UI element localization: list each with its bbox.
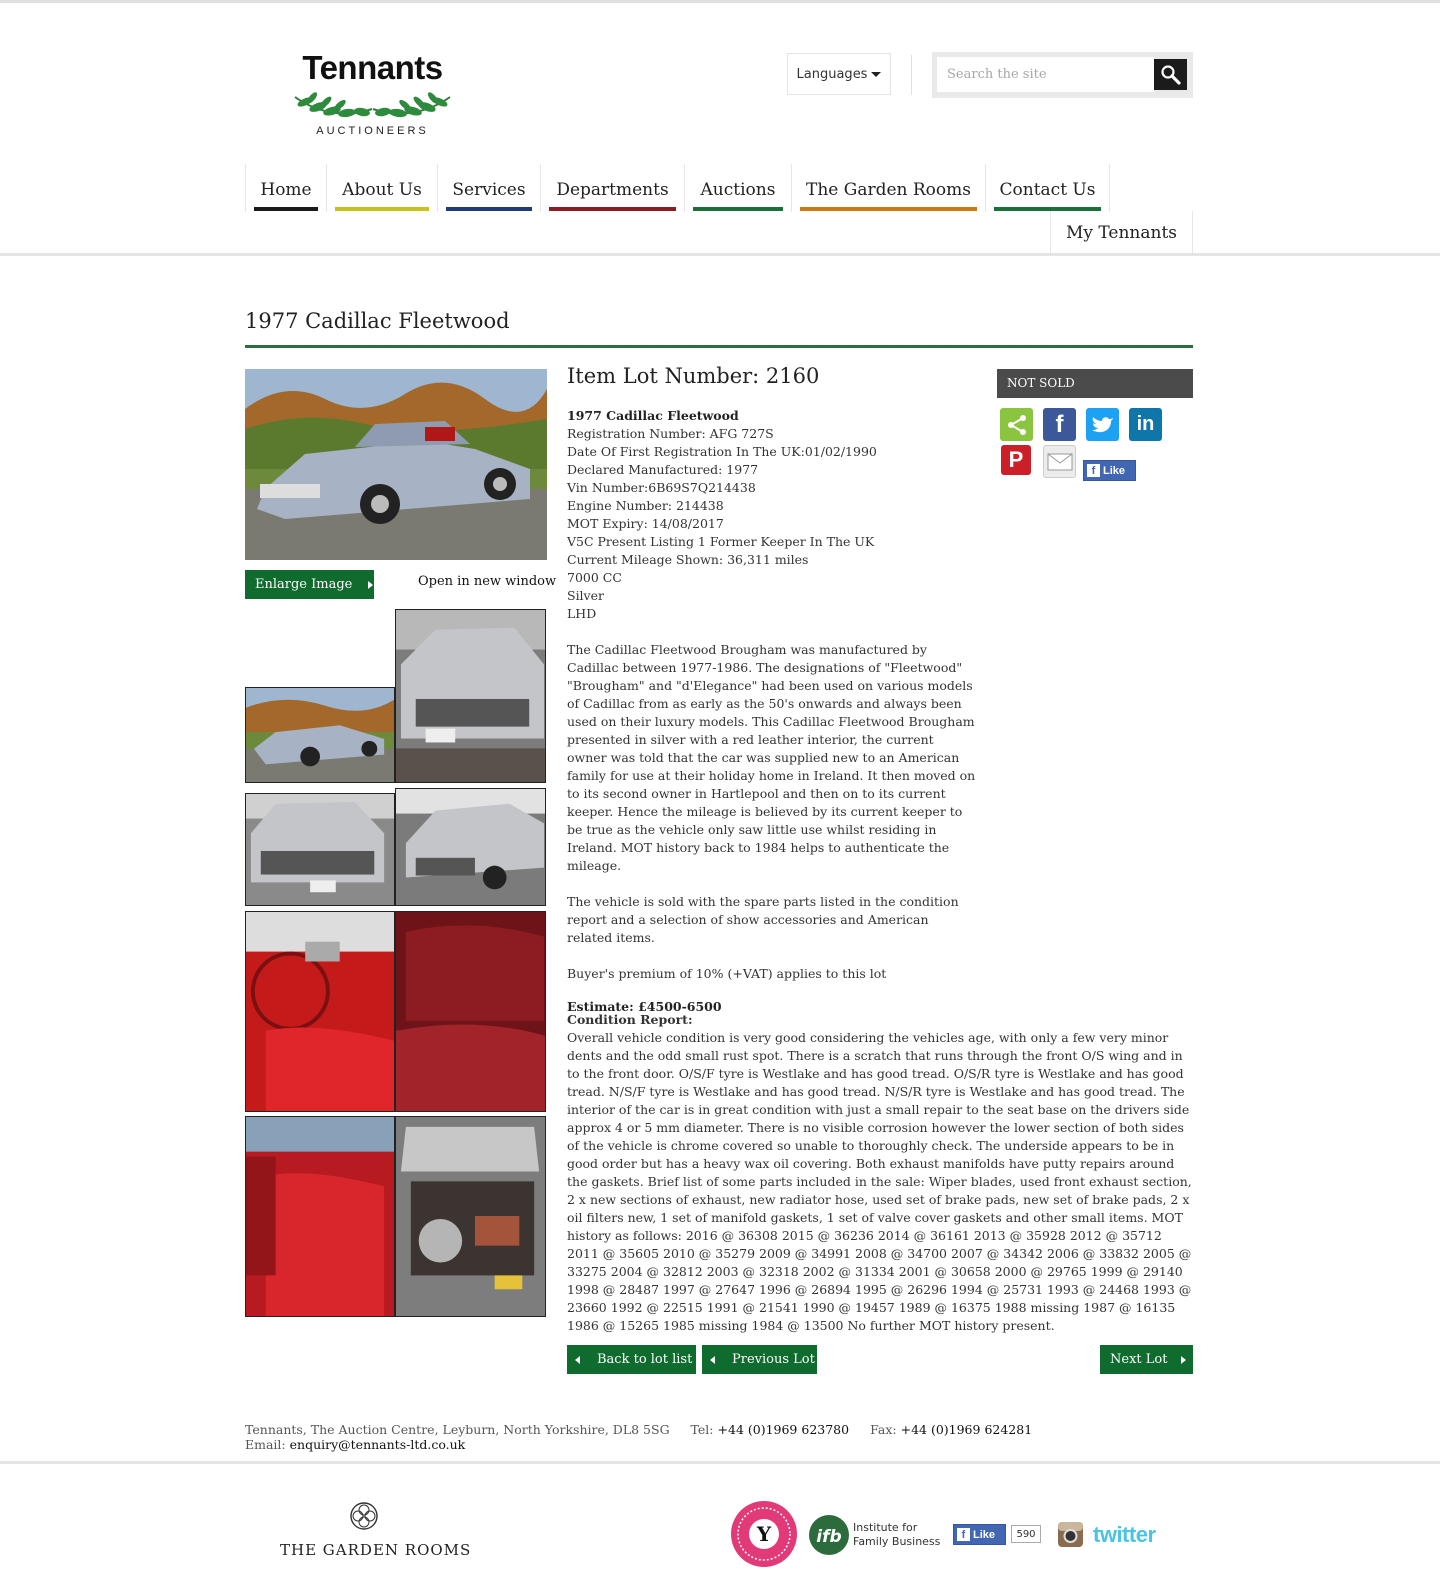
linkedin-icon[interactable]: in <box>1129 408 1162 441</box>
thumbnail-6[interactable] <box>395 911 546 1112</box>
enlarge-image-button[interactable] <box>245 570 374 599</box>
nav-label: Auctions <box>700 180 776 200</box>
header-divider-line <box>0 253 1440 256</box>
email-icon[interactable] <box>1043 445 1076 478</box>
instagram-icon[interactable] <box>1057 1521 1084 1548</box>
estimate: Estimate: £4500-6500 <box>567 999 722 1014</box>
facebook-like-count: 590 <box>1011 1525 1041 1543</box>
buyers-premium: Buyer's premium of 10% (+VAT) applies to this lot <box>567 966 887 981</box>
languages-label: Languages <box>796 66 868 82</box>
lot-description <box>567 407 977 1016</box>
logo-subtitle: AUCTIONEERS <box>316 125 429 137</box>
interior-photo <box>396 912 545 1111</box>
tennants-logo[interactable] <box>290 49 455 141</box>
nav-label: Home <box>260 180 312 200</box>
nav-label: The Garden Rooms <box>805 180 971 200</box>
title-rule <box>245 345 1193 348</box>
tel-label: Tel: <box>690 1422 714 1437</box>
nav-label: Departments <box>556 180 669 200</box>
main-nav <box>245 164 1110 212</box>
search-input[interactable] <box>937 57 1154 92</box>
thumbnail-3[interactable] <box>245 793 395 906</box>
fax-label: Fax: <box>870 1422 897 1437</box>
bird-glyph <box>1092 416 1114 434</box>
nav-services[interactable] <box>437 164 540 212</box>
footer-divider <box>0 1461 1440 1464</box>
nav-about-us[interactable] <box>326 164 437 212</box>
car-photo <box>246 688 394 782</box>
car-photo <box>396 789 545 905</box>
svg-text:Y: Y <box>756 1522 772 1546</box>
search-box <box>932 52 1193 98</box>
spare-parts-paragraph: The vehicle is sold with the spare parts listed in the condition report and a selection of show accessories and American related items. <box>567 894 959 945</box>
nav-label: Contact Us <box>999 180 1096 200</box>
enlarge-image-label: Enlarge Image <box>255 577 353 592</box>
twitter-icon[interactable] <box>1086 408 1119 441</box>
status-badge: NOT SOLD <box>997 369 1193 398</box>
condition-text: Overall vehicle condition is very good considering the vehicles age, with only a few very minor dents and the odd small rust spot. There is a scratch that runs through the front O/S wing and in to the front door. O/S/F tyre is Westlake and has good tread. O/S/R tyre is Westlake and has good tread. N/S/F tyre is Westlake and has good tread. N/S/R tyre is Westlake and has good tread. The interior of the car is in great condition with just a small repair to the seat base on the drivers side approx 4 or 5 mm diameter. There is no visible corrosion however the lower section of both sides of the vehicle is chrome covered so unable to thoroughly check. The underside appears to be in good order but has a heavy wax oil covering. Both exhaust manifolds have putty repairs around the gaskets. Brief list of some parts included in the sale: Wiper blades, used front exhaust section, 2 x new sections of exhaust, new radiator hose, used set of brake pads, new set of brake pads, 2 x oil filters new, 1 set of manifold gaskets, 1 set of valve cover gaskets and other small items. MOT history as follows: 2016 @ 36308 2015 @ 36236 2014 @ 36161 2013 @ 35928 2012 @ 35712 2011 @ 35605 2010 @ 35279 2009 @ 34991 2008 @ 34700 2007 @ 34342 2006 @ 33832 2005 @ 33275 2004 @ 32812 2003 @ 32318 2002 @ 31334 2001 @ 30658 2000 @ 29765 1999 @ 29140 1998 @ 28487 1997 @ 27647 1996 @ 26894 1995 @ 26296 1994 @ 25731 1993 @ 24468 1993 @ 23660 1992 @ 22515 1991 @ 21541 1990 @ 19457 1989 @ 16375 1988 missing 1987 @ 16135 1986 @ 15265 1985 missing 1984 @ 13500 No further MOT history present. <box>567 1030 1192 1333</box>
trunk-photo <box>396 1117 545 1316</box>
arrow-left-icon <box>575 1356 580 1364</box>
spec-line: Engine Number: 214438 <box>567 498 724 513</box>
ifb-line-2: Family Business <box>853 1535 941 1548</box>
footer-address: Tennants, The Auction Centre, Leyburn, North Yorkshire, DL8 5SG <box>245 1422 670 1437</box>
ifb-line-1: Institute for <box>853 1521 918 1534</box>
thumbnail-2[interactable] <box>395 609 546 783</box>
car-photo <box>245 369 547 560</box>
spec-line: Vin Number:6B69S7Q214438 <box>567 480 756 495</box>
page-title: 1977 Cadillac Fleetwood <box>245 309 510 333</box>
pinterest-icon[interactable]: P <box>1001 445 1031 475</box>
car-photo <box>246 794 394 905</box>
back-to-lot-list-button[interactable] <box>567 1345 696 1374</box>
facebook-like-button[interactable] <box>1083 460 1136 481</box>
laurel-leaf-icon <box>290 87 455 127</box>
like-label: Like <box>1103 464 1126 477</box>
lot-name: 1977 Cadillac Fleetwood <box>567 408 739 423</box>
thumbnail-5[interactable] <box>245 911 395 1112</box>
languages-dropdown[interactable] <box>787 53 891 95</box>
email-label: Email: <box>245 1437 286 1452</box>
email-link[interactable]: enquiry@tennants-ltd.co.uk <box>289 1437 466 1452</box>
nav-label: About Us <box>342 180 422 200</box>
spec-line: Registration Number: AFG 727S <box>567 426 774 441</box>
nav-garden-rooms[interactable] <box>791 164 985 212</box>
interior-photo <box>246 912 394 1111</box>
nav-underline <box>549 207 676 211</box>
next-lot-button[interactable] <box>1100 1345 1193 1374</box>
envelope-glyph <box>1047 453 1073 471</box>
footer-contact <box>245 1422 1032 1452</box>
car-photo <box>396 610 545 782</box>
nav-underline <box>693 207 783 211</box>
thumbnail-8[interactable] <box>395 1116 546 1317</box>
search-icon <box>1154 59 1187 90</box>
condition-report <box>567 1011 1195 1335</box>
arrow-right-icon <box>1181 1356 1186 1364</box>
spec-line: Silver <box>567 588 604 603</box>
nav-departments[interactable] <box>540 164 684 212</box>
back-label: Back to lot list <box>597 1352 693 1367</box>
interior-photo <box>246 1117 394 1316</box>
next-label: Next Lot <box>1110 1352 1168 1367</box>
thumbnail-1[interactable] <box>245 687 395 783</box>
spec-line: Current Mileage Shown: 36,311 miles <box>567 552 809 567</box>
svg-text:ifb: ifb <box>816 1527 842 1547</box>
facebook-f-icon: f <box>1087 464 1100 477</box>
condition-heading: Condition Report: <box>567 1012 693 1027</box>
search-button[interactable] <box>1154 59 1187 90</box>
garden-rooms-emblem-icon <box>349 1501 379 1531</box>
nav-home[interactable] <box>245 164 326 212</box>
arrow-left-icon <box>710 1356 715 1364</box>
spec-line: LHD <box>567 606 597 621</box>
main-lot-image[interactable] <box>245 369 547 560</box>
nav-label: Services <box>452 180 526 200</box>
share-glyph <box>1006 414 1028 436</box>
my-tennants-link[interactable]: My Tennants <box>1050 211 1193 254</box>
logo-wordmark: Tennants <box>302 49 443 86</box>
nav-underline <box>254 207 318 211</box>
fax-number: +44 (0)1969 624281 <box>900 1422 1033 1437</box>
nav-underline <box>800 207 977 211</box>
previous-lot-button[interactable] <box>702 1345 817 1374</box>
nav-auctions[interactable] <box>684 164 791 212</box>
yorkshire-badge-icon[interactable] <box>730 1500 798 1568</box>
previous-label: Previous Lot <box>732 1352 815 1367</box>
nav-underline <box>335 207 429 211</box>
arrow-right-icon <box>368 581 373 589</box>
like-label: Like <box>973 1528 996 1541</box>
footer-facebook-like-button[interactable] <box>953 1524 1006 1545</box>
garden-rooms-logo[interactable]: THE GARDEN ROOMS <box>280 1541 472 1559</box>
ifb-logo-icon <box>808 1513 850 1557</box>
ifb-logo-text[interactable] <box>853 1521 940 1549</box>
spec-line: 7000 CC <box>567 570 622 585</box>
lot-number-heading: Item Lot Number: 2160 <box>567 364 820 388</box>
nav-underline <box>446 207 532 211</box>
spec-line: Date Of First Registration In The UK:01/02/1990 <box>567 444 877 459</box>
caret-down-icon <box>871 72 881 77</box>
thumbnail-7[interactable] <box>245 1116 395 1317</box>
thumbnail-4[interactable] <box>395 788 546 906</box>
open-new-window-link[interactable]: Open in new window <box>418 574 557 589</box>
spec-line: V5C Present Listing 1 Former Keeper In The UK <box>567 534 875 549</box>
tel-number[interactable]: +44 (0)1969 623780 <box>717 1422 850 1437</box>
share-icon[interactable] <box>1000 408 1033 441</box>
facebook-f-icon: f <box>957 1528 970 1541</box>
twitter-logo[interactable]: twitter <box>1093 1522 1156 1547</box>
spec-line: MOT Expiry: 14/08/2017 <box>567 516 724 531</box>
history-paragraph: The Cadillac Fleetwood Brougham was manufactured by Cadillac between 1977-1986. The designations of "Fleetwood" "Brougham" and "d'Elegance" had been used on various models of Cadillac from as early as the 50's onwards and always been used on their luxury models. This Cadillac Fleetwood Brougham presented in silver with a red leather interior, the current owner was told that the car was supplied new to an American family for use at their holiday home in Ireland. It then moved on to its second owner in Hartlepool and then on to its current keeper. Hence the mileage is believed by its current keeper to be true as the vehicle only saw little use whilst residing in Ireland. MOT history back to 1984 helps to authenticate the mileage. <box>567 642 976 873</box>
spec-line: Declared Manufactured: 1977 <box>567 462 759 477</box>
nav-contact-us[interactable] <box>985 164 1110 212</box>
facebook-icon[interactable]: f <box>1043 408 1076 441</box>
header-divider <box>911 55 912 95</box>
